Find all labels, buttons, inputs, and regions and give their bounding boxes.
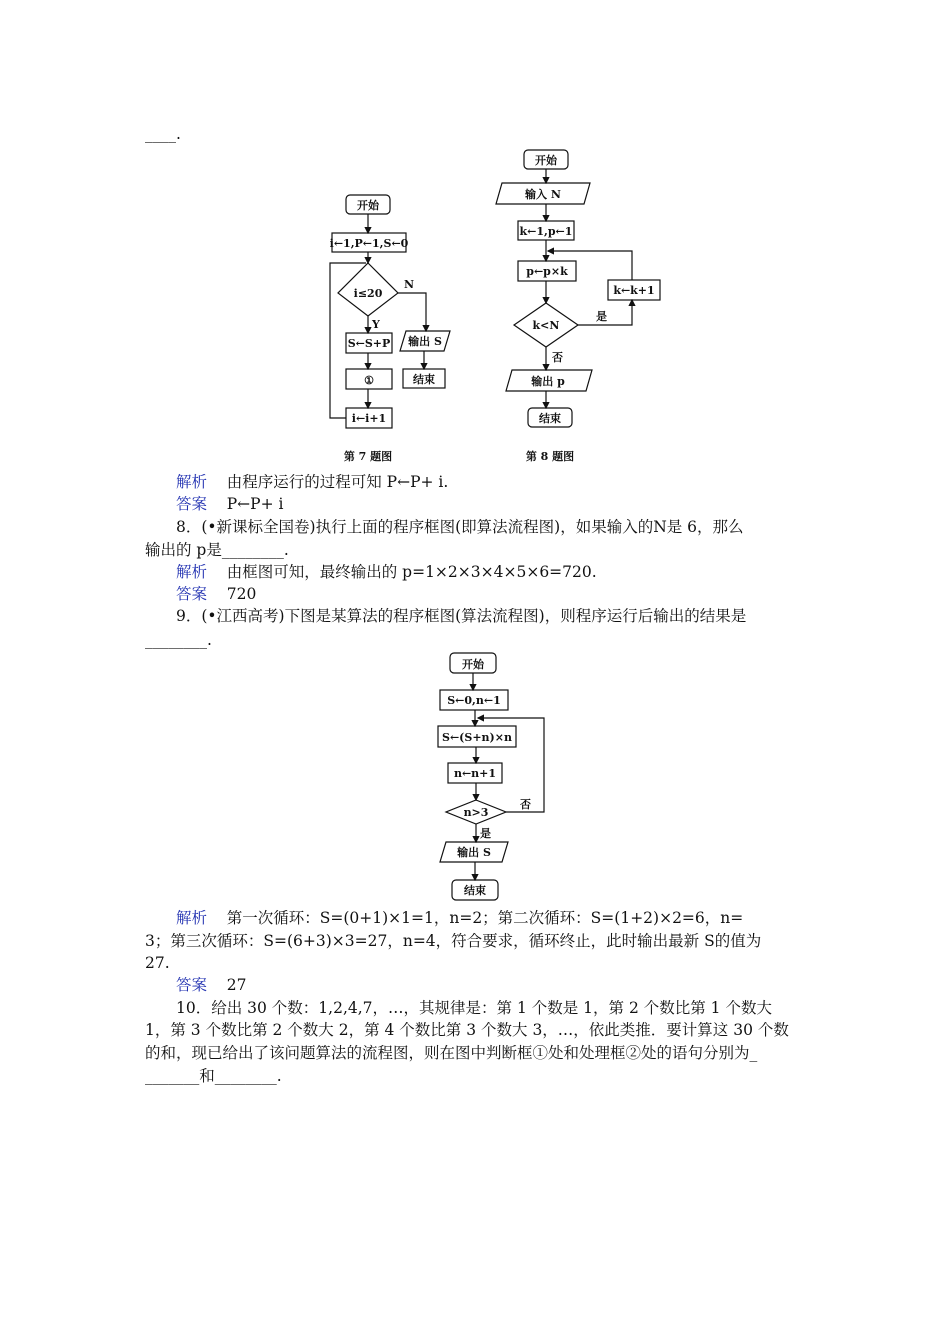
q10-question-line3: 的和，现已给出了该问题算法的流程图，则在图中判断框①处和处理框②处的语句分别为_ [145,1044,758,1062]
fig8-no-label: 否 [552,351,563,364]
q7-analysis-text: 由程序运行的过程可知 P←P+ i. [226,473,449,491]
fig7-end-label: 结束 [413,373,435,386]
fig9-output-label: 输出 S [457,846,491,859]
q8-question-line1: 8．(•新课标全国卷)执行上面的程序框图(即算法流程图)，如果输入的N是 6，那么 [176,518,744,536]
q8-question-line2: 输出的 p是________. [145,541,289,559]
fig7-init-label: i←1,P←1,S←0 [329,237,409,250]
fig8-mult-label: p←p×k [526,265,568,278]
fig7-yes-label: Y [372,318,380,331]
q8-answer-label: 答案 [176,585,208,603]
q9-analysis-label: 解析 [176,909,208,927]
flowchart-figure-8 [488,145,668,470]
q9-answer-text: 27 [226,976,247,994]
q9-question-line1: 9．(•江西高考)下图是某算法的程序框图(算法流程图)，则程序运行后输出的结果是 [176,607,747,625]
fig8-end-label: 结束 [539,412,561,425]
fig9-incr-label: n←n+1 [453,767,497,780]
q8-answer-text: 720 [226,585,257,603]
fig7-start-label: 开始 [357,199,379,212]
fig9-start-label: 开始 [462,658,484,671]
q9-answer-row [176,975,246,995]
q7-analysis-label: 解析 [176,473,208,491]
q9-answer-label: 答案 [176,976,208,994]
top-answer-blank: ____. [145,125,181,143]
fig8-incr-label: k←k+1 [613,284,655,297]
q7-answer-label: 答案 [176,495,208,513]
fig8-init-label: k←1,p←1 [519,225,573,238]
q10-question-line2: 1，第 3 个数比第 2 个数大 2，第 4 个数比第 3 个数大 3，…，依此类推．要计算这 30 个数 [145,1021,789,1039]
q9-question-line2: ________. [145,631,212,649]
q10-question-line4: _______和________. [145,1067,282,1085]
q7-analysis-row [176,472,448,492]
q9-analysis-line2: 3；第三次循环：S=(6+3)×3=27，n=4，符合要求，循环终止，此时输出最新 S的值为 [145,932,762,950]
fig8-yes-label: 是 [596,310,607,323]
fig8-caption: 第 8 题图 [525,450,575,463]
fig7-incr-label: i←i+1 [351,412,387,425]
q8-analysis-row [176,562,597,582]
fig8-input-label: 输入 N [525,188,561,201]
fig7-blank-label: ① [364,374,374,387]
fig7-cond-label: i≤20 [353,287,383,300]
fig9-cond-label: n>3 [463,806,489,819]
fig8-cond-label: k<N [532,319,560,332]
q9-analysis-line1: 第一次循环：S=(0+1)×1=1，n=2；第二次循环：S=(1+2)×2=6，n= [226,909,744,927]
q10-question-line1: 10．给出 30 个数：1,2,4,7，…，其规律是：第 1 个数是 1，第 2 个数比第 1 个数大 [176,999,772,1017]
flowchart-figure-7 [320,185,460,470]
fig9-init-label: S←0,n←1 [447,694,501,707]
fig7-assign-label: S←S+P [347,337,391,350]
fig9-yes-label: 是 [480,827,491,840]
q8-analysis-text: 由框图可知，最终输出的 p=1×2×3×4×5×6=720. [226,563,597,581]
fig7-caption: 第 7 题图 [343,450,393,463]
fig9-no-label: 否 [520,798,531,811]
fig9-end-label: 结束 [464,884,486,897]
q9-analysis-line3: 27. [145,954,170,972]
q8-analysis-label: 解析 [176,563,208,581]
fig7-output-label: 输出 S [408,335,442,348]
fig8-output-label: 输出 p [531,375,565,388]
fig9-assign-label: S←(S+n)×n [442,731,512,744]
q7-answer-text: P←P+ i [226,495,284,513]
fig7-no-label: N [404,278,415,291]
fig8-start-label: 开始 [535,154,557,167]
q8-answer-row [176,584,256,604]
flowchart-figure-9 [430,648,560,906]
q7-answer-row [176,494,283,514]
q9-analysis-row [176,908,743,928]
